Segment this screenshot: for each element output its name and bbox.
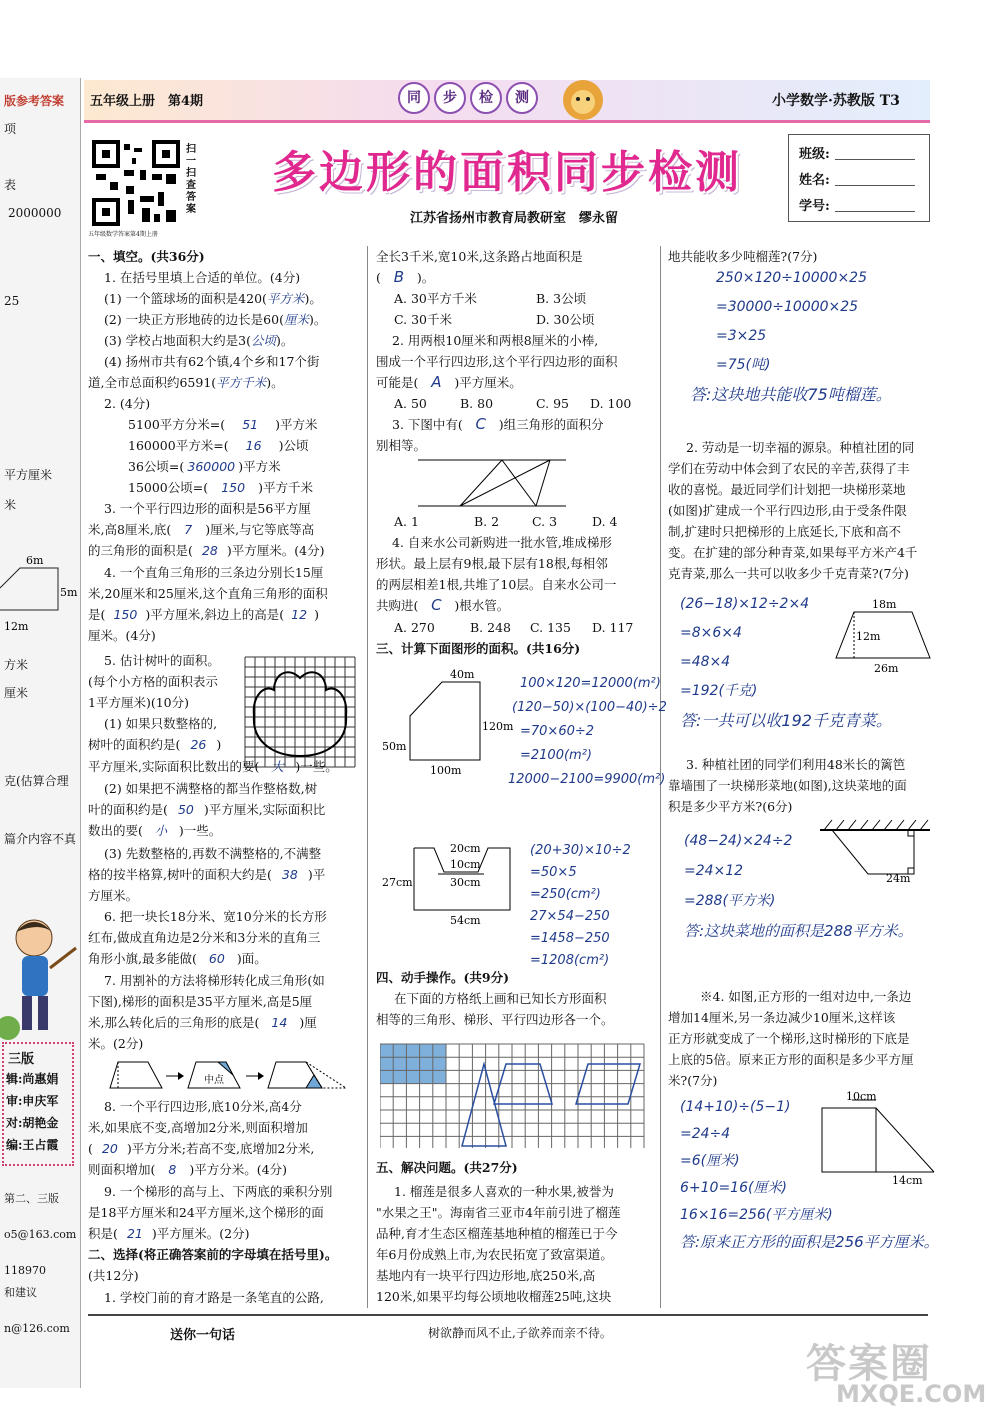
text: (1) 一个篮球场的面积是420( xyxy=(104,291,267,306)
text: 米,那么转化后的三角形的底是( xyxy=(88,1015,260,1030)
figure-label: 中点 xyxy=(204,1075,224,1086)
strip-email: n@126.com xyxy=(4,1322,70,1335)
question-text: 8. 一个平行四边形,底10分米,高4分 xyxy=(104,1099,302,1114)
handwritten-solution xyxy=(530,840,631,972)
hw-line: (26−18)×12÷2×4 xyxy=(680,596,810,612)
hw-line: =288(平方米) xyxy=(684,893,776,909)
question-text: 1. 学校门前的育才路是一条笔直的公路, xyxy=(104,1290,324,1305)
question-text: 相等的三角形、梯形、平行四边形各一个。 xyxy=(376,1012,614,1027)
question-text: (如图)扩建成一个平行四边形,由于受条件限 xyxy=(668,503,907,518)
question-text: 厘米。(4分) xyxy=(88,628,156,643)
boy-illustration xyxy=(0,908,78,1048)
fig-label: 30cm xyxy=(450,876,481,889)
text: )平方厘米。 xyxy=(454,375,522,390)
text: )。 xyxy=(304,291,322,306)
question-text: 4. 一个直角三角形的三条边分别长15厘 xyxy=(104,565,324,580)
text: )平方厘米。(2分) xyxy=(151,1226,250,1241)
rectangle-notch-figure xyxy=(380,838,520,926)
option: A. 50 xyxy=(394,396,427,411)
question-text xyxy=(376,267,434,288)
option: A. 30平方千米 xyxy=(394,291,477,306)
question-text: (1) 如果只数整格的, xyxy=(104,716,218,731)
fig-label: 54cm xyxy=(450,914,481,926)
editor-box-title: 三版 xyxy=(8,1052,35,1067)
question-text: 米,如果底不变,高增加2分米,则面积增加 xyxy=(88,1120,308,1135)
question-text xyxy=(88,604,319,625)
hw-line: =1208(cm²) xyxy=(530,953,610,968)
option: B. 80 xyxy=(460,396,494,411)
handwritten-answer: B xyxy=(393,268,405,286)
text: 可能是( xyxy=(376,375,419,390)
question-text: 4. 自来水公司新购进一批水管,堆成梯形 xyxy=(392,535,612,550)
fig-label: 26m xyxy=(874,662,899,675)
option: C. 3 xyxy=(532,514,558,529)
text: 格的按半格算,树叶的面积大约是( xyxy=(88,867,272,882)
question-text: 围成一个平行四边形,这个平行四边形的面积 xyxy=(376,354,618,369)
handwritten-answer: 公顷 xyxy=(251,333,277,348)
question-text: 的两层相差1根,共堆了10层。自来水公司一 xyxy=(376,577,617,592)
hw-line: =6(厘米) xyxy=(680,1153,740,1169)
strip-text: 项 xyxy=(4,122,17,136)
handwritten-answer: 20 xyxy=(101,1141,118,1156)
hw-line: =8×6×4 xyxy=(680,625,742,641)
issue-label: 五年级上册 第4期 xyxy=(90,94,204,109)
left-answer-strip xyxy=(0,78,81,1388)
question-text xyxy=(128,414,318,435)
text: )平方千米 xyxy=(258,480,314,495)
text: ) xyxy=(314,607,320,622)
text: )。 xyxy=(266,375,284,390)
text: 米,高8厘米,底( xyxy=(88,522,172,537)
handwritten-answer: 大 xyxy=(271,759,284,774)
editor-name: 对:胡艳金 xyxy=(6,1116,59,1130)
question-text xyxy=(88,820,221,841)
question-text: 方厘米。 xyxy=(88,888,139,903)
editor-name: 编:王占霞 xyxy=(6,1138,59,1152)
question-text: (4) 扬州市共有62个镇,4个乡和17个街 xyxy=(104,354,320,369)
text: 积是( xyxy=(88,1226,118,1241)
strip-text: 厘米 xyxy=(4,686,29,700)
hw-line: (14+10)÷(5−1) xyxy=(680,1099,791,1115)
question-text: 3. 种植社团的同学们利用48米长的篱笆 xyxy=(686,757,906,772)
fig-label: 14cm xyxy=(892,1174,923,1186)
leaf-grid-figure xyxy=(244,656,356,768)
handwritten-answer: 26 xyxy=(190,737,207,752)
handwritten-answer: 平方米 xyxy=(266,291,305,306)
text: )组三角形的面积分 xyxy=(498,417,604,432)
handwritten-answer: 28 xyxy=(201,543,218,558)
section-heading: 三、计算下面图形的面积。(共16分) xyxy=(376,641,581,656)
pentagon-area-figure xyxy=(380,664,516,780)
question-text xyxy=(392,414,604,435)
text: )厘 xyxy=(299,1015,317,1030)
strip-text: 米 xyxy=(4,498,17,512)
strip-text: 平方厘米 xyxy=(4,468,53,482)
strip-text: 篇介内容不真 xyxy=(4,832,77,846)
hw-line: =30000÷10000×25 xyxy=(716,299,859,315)
question-text xyxy=(104,330,293,351)
question-text: 上底的5倍。原来正方形的面积是多少平方厘 xyxy=(668,1052,914,1067)
hw-line: =2100(m²) xyxy=(520,748,592,763)
strip-phone: 118970 xyxy=(4,1264,46,1277)
text: ( xyxy=(376,270,381,285)
footer-left: 送你一句话 xyxy=(170,1328,236,1343)
text: 15000公顷=( xyxy=(128,480,209,495)
strip-fig-label: 6m xyxy=(26,554,44,567)
question-text: 米?(7分) xyxy=(668,1073,718,1088)
text: 平方厘米,实际面积比数出的要( xyxy=(88,759,260,774)
fig-label: 20cm xyxy=(450,842,481,855)
hw-line: (48−24)×24÷2 xyxy=(684,833,793,849)
question-text xyxy=(88,1159,287,1180)
question-text xyxy=(88,1223,249,1244)
qr-label: 扫一扫 查答案 xyxy=(186,144,206,215)
question-text: 变。在扩建的部分种青菜,如果每平方米产4千 xyxy=(668,545,918,560)
text: 36公顷=( xyxy=(128,459,185,474)
text: ( xyxy=(88,1141,93,1156)
section-heading: 四、动手操作。(共9分) xyxy=(376,970,510,985)
number-field[interactable] xyxy=(835,197,915,212)
hw-line: =75(吨) xyxy=(716,357,771,373)
text: 则面积增加( xyxy=(88,1162,156,1177)
question-text xyxy=(88,948,267,969)
handwritten-answer: 150 xyxy=(113,607,138,622)
text: )一些。 xyxy=(178,823,222,838)
fig-label: 40m xyxy=(450,668,475,681)
text: 是( xyxy=(88,607,106,622)
badge-row xyxy=(398,82,538,114)
question-text xyxy=(104,288,322,309)
question-text: 7. 用割补的方法将梯形转化成三角形(如 xyxy=(104,973,325,988)
handwritten-answer: 厘米 xyxy=(283,312,309,327)
text: 角形小旗,最多能做( xyxy=(88,951,197,966)
strip-text: 2000000 xyxy=(8,206,62,220)
handwritten-solution xyxy=(680,1094,939,1256)
editor-name: 审:申庆军 xyxy=(6,1094,59,1108)
class-label: 班级: xyxy=(799,147,830,162)
text: 叶的面积约是( xyxy=(88,802,168,817)
text: )平方分米。(4分) xyxy=(189,1162,287,1177)
text: )。 xyxy=(276,333,294,348)
strip-text: 表 xyxy=(4,178,17,192)
option: D. 4 xyxy=(592,514,618,529)
text: )平方米 xyxy=(238,459,281,474)
student-info-box xyxy=(788,134,930,222)
text: 的三角形的面积是( xyxy=(88,543,193,558)
text: (2) 一块正方形地砖的边长是60( xyxy=(104,312,284,327)
handwritten-answer: 51 xyxy=(242,417,259,432)
text: )平 xyxy=(307,867,326,882)
question-text: 正方形就变成了一个梯形,这时梯形的下底是 xyxy=(668,1031,910,1046)
question-text xyxy=(88,799,325,820)
editor-name: 辑:尚惠娟 xyxy=(6,1072,59,1086)
hw-line: 12000−2100=9900(m²) xyxy=(508,772,666,787)
text: )面。 xyxy=(236,951,267,966)
option: A. 1 xyxy=(394,514,419,529)
author-line: 江苏省扬州市教育局教研室 缪永留 xyxy=(410,211,619,226)
triangle-pairs-figure xyxy=(416,456,576,510)
text: 树叶的面积约是( xyxy=(88,737,181,752)
hw-line: =70×60÷2 xyxy=(520,724,595,739)
text: )根水管。 xyxy=(454,598,510,613)
question-text: (共12分) xyxy=(88,1268,139,1283)
handwritten-answer: 360000 xyxy=(187,459,236,474)
page-title: 多边形的面积同步检测 xyxy=(272,147,742,198)
grid-drawing-figure xyxy=(380,1042,650,1150)
hw-line: =24×12 xyxy=(684,863,744,879)
option: B. 248 xyxy=(470,620,511,635)
question-text xyxy=(88,864,325,885)
question-text xyxy=(128,477,313,498)
strip-text: 第二、三版 xyxy=(4,1192,59,1205)
handwritten-answer: 7 xyxy=(184,522,193,537)
handwritten-answer: 14 xyxy=(271,1015,288,1030)
question-text: (每个小方格的面积表示 xyxy=(88,674,218,689)
fig-label: 24m xyxy=(886,872,911,885)
hw-line: 答:这块菜地的面积是288平方米。 xyxy=(684,922,913,940)
strip-text: 25 xyxy=(4,294,20,308)
strip-trapezoid-figure xyxy=(0,548,80,638)
question-text: 2. 劳动是一切幸福的源泉。种植社团的同 xyxy=(686,440,915,455)
number-label: 学号: xyxy=(799,199,830,214)
handwritten-answer: 平方千米 xyxy=(216,375,267,390)
hw-line: (120−50)×(100−40)÷2 xyxy=(512,700,667,715)
option: C. 135 xyxy=(530,620,571,635)
footer-bar xyxy=(88,1314,928,1344)
text: )。 xyxy=(308,312,327,327)
badge-char: 测 xyxy=(506,82,538,114)
trapezoid-figure xyxy=(830,596,940,676)
option: D. 30公顷 xyxy=(536,312,595,327)
question-text xyxy=(376,372,522,393)
text: )。 xyxy=(416,270,435,285)
fig-label: 27cm xyxy=(382,876,413,889)
handwritten-answer: 150 xyxy=(221,480,246,495)
handwritten-answer: 38 xyxy=(281,867,298,882)
question-text xyxy=(88,1012,317,1033)
strip-text: 和建议 xyxy=(4,1286,37,1299)
text: )一些。 xyxy=(295,759,338,774)
badge-char: 步 xyxy=(434,82,466,114)
question-text: 基地内有一块平行四边形地,底250米,高 xyxy=(376,1268,596,1283)
question-text: 靠墙围了一块梯形菜地(如图),这块菜地的面 xyxy=(668,778,907,793)
name-label: 姓名: xyxy=(799,173,830,188)
question-text: 红布,做成直角边是2分米和3分米的直角三 xyxy=(88,930,321,945)
option: D. 117 xyxy=(592,620,634,635)
question-text: (3) 先数整格的,再数不满整格的,不满整 xyxy=(104,846,322,861)
question-text: 制,扩建时只把梯形的上底延长,下底和高不 xyxy=(668,524,901,539)
handwritten-answer: 21 xyxy=(126,1226,143,1241)
question-text xyxy=(128,456,281,477)
lion-mascot-icon xyxy=(560,76,606,122)
option: A. 270 xyxy=(394,620,435,635)
option: B. 2 xyxy=(474,514,500,529)
question-text xyxy=(88,540,324,561)
question-text: 学们在劳动中体会到了农民的辛苦,获得了丰 xyxy=(668,461,910,476)
question-text: 积是多少平方米?(6分) xyxy=(668,799,793,814)
option: B. 3公顷 xyxy=(536,291,587,306)
question-text: 年6月份成熟上市,为农民拓宽了致富渠道。 xyxy=(376,1247,613,1262)
text: 160000平方米=( xyxy=(128,438,229,453)
question-text xyxy=(88,734,221,755)
question-text xyxy=(88,756,338,777)
text: 5100平方分米=( xyxy=(128,417,226,432)
hw-line: =250(cm²) xyxy=(530,887,601,902)
question-text: 6. 把一块长18分米、宽10分米的长方形 xyxy=(104,909,327,924)
question-text: 2. (4分) xyxy=(104,396,151,411)
fig-label: 12m xyxy=(856,630,881,643)
text: )平方米 xyxy=(275,417,318,432)
handwritten-answer: 小 xyxy=(154,823,168,838)
question-text xyxy=(88,1138,314,1159)
handwritten-answer: 8 xyxy=(168,1162,177,1177)
editor-box xyxy=(2,1042,74,1166)
question-text xyxy=(88,519,314,540)
hw-line: =3×25 xyxy=(716,328,767,344)
question-text: 1平方厘米)(10分) xyxy=(88,695,189,710)
qr-code[interactable] xyxy=(92,140,180,226)
hw-line: 答:这块地共能收75吨榴莲。 xyxy=(690,385,892,404)
strip-text: 方米 xyxy=(4,658,29,672)
class-field[interactable] xyxy=(835,145,915,160)
question-text: 是18平方厘米和24平方厘米,这个梯形的面 xyxy=(88,1205,324,1220)
text: )厘米,与它等底等高 xyxy=(205,522,315,537)
question-text: 全长3千米,宽10米,这条路占地面积是 xyxy=(376,249,583,264)
strip-text: 克(估算合理 xyxy=(4,774,69,788)
question-text: 别相等。 xyxy=(376,438,427,453)
hw-line: 答:一共可以收192千克青菜。 xyxy=(680,711,892,730)
text: ) xyxy=(216,737,222,752)
watermark-logo: 答案圈 xyxy=(806,1341,932,1387)
handwritten-answer: 60 xyxy=(208,951,225,966)
text: 3. 下图中有( xyxy=(392,417,463,432)
text: 共购进( xyxy=(376,598,419,613)
text: )平方厘米,斜边上的高是( xyxy=(145,607,285,622)
fig-label: 10cm xyxy=(846,1090,877,1103)
handwritten-solution xyxy=(508,672,667,792)
question-text: "水果之王"。海南省三亚市4年前引进了榴莲 xyxy=(376,1205,621,1220)
badge-char: 检 xyxy=(470,82,502,114)
handwritten-solution xyxy=(690,264,892,409)
hw-line: 6+10=16(厘米) xyxy=(680,1180,787,1196)
fig-label: 50m xyxy=(382,740,407,753)
handwritten-answer: 50 xyxy=(177,802,194,817)
handwritten-answer: C xyxy=(475,415,487,433)
handwritten-answer: A xyxy=(431,373,442,391)
strip-fig-label: 12m xyxy=(4,620,29,633)
name-field[interactable] xyxy=(835,171,915,186)
option: C. 95 xyxy=(536,396,569,411)
strip-email: o5@163.com xyxy=(4,1228,77,1241)
text: )平方厘米。(4分) xyxy=(226,543,325,558)
hw-line: (20+30)×10÷2 xyxy=(530,843,631,858)
question-text: 克青菜,那么一共可以收多少千克青菜?(7分) xyxy=(668,566,909,581)
question-text: 形状。最上层有9根,最下层有18根,每相邻 xyxy=(376,556,608,571)
question-text: 2. 用两根10厘米和两根8厘米的小棒, xyxy=(392,333,599,348)
question-text: 1. 榴莲是很多人喜欢的一种水果,被誉为 xyxy=(394,1184,614,1199)
subject-label: 小学数学·苏教版 T3 xyxy=(772,93,900,109)
question-text xyxy=(376,595,509,616)
question-text xyxy=(88,372,284,393)
question-text: 增加14厘米,另一条边减少10厘米,这样该 xyxy=(668,1010,896,1025)
question-text: 3. 一个平行四边形的面积是56平方厘 xyxy=(104,501,311,516)
text: (3) 学校占地面积大约是3( xyxy=(104,333,252,348)
trapezoid-transform-figure xyxy=(96,1056,352,1096)
text: )平方分米;若高不变,底增加2分米, xyxy=(126,1141,315,1156)
text: 数出的要( xyxy=(88,823,143,838)
hw-line: =192(千克) xyxy=(680,683,758,699)
footer-quote: 树欲静而风不止,子欲养而亲不待。 xyxy=(428,1326,612,1340)
qr-caption: 五年级数学答案第4期上册 xyxy=(88,231,158,238)
handwritten-answer: 12 xyxy=(291,607,308,622)
section-heading: 五、解决问题。(共27分) xyxy=(376,1160,518,1175)
hw-line: 100×120=12000(m²) xyxy=(520,676,661,691)
hw-line: =24÷4 xyxy=(680,1126,731,1142)
question-text: 9. 一个梯形的高与上、下两底的乘积分别 xyxy=(104,1184,333,1199)
hw-line: =1458−250 xyxy=(530,931,610,946)
hw-line: 250×120÷10000×25 xyxy=(716,270,867,286)
question-text: 米,20厘米和25厘米,这个直角三角形的面积 xyxy=(88,586,328,601)
handwritten-answer: C xyxy=(431,596,442,614)
handwritten-solution xyxy=(684,826,913,946)
question-text: 5. 估计树叶的面积。 xyxy=(104,653,220,668)
section-heading: 一、填空。(共36分) xyxy=(88,249,205,264)
question-text: 米。(2分) xyxy=(88,1036,144,1051)
handwritten-answer: 16 xyxy=(245,438,262,453)
strip-heading: 版参考答案 xyxy=(4,94,65,108)
hw-line: =50×5 xyxy=(530,865,577,880)
hw-line: 27×54−250 xyxy=(530,909,610,924)
hw-line: 16×16=256(平方厘米) xyxy=(680,1207,833,1223)
fig-label: 120m xyxy=(482,720,514,733)
question-text xyxy=(104,309,326,330)
option: D. 100 xyxy=(590,396,632,411)
hw-line: =48×4 xyxy=(680,654,731,670)
question-text: (2) 如果把不满整格的都当作整格数,树 xyxy=(104,781,318,796)
question-text: 120米,如果平均每公顷地收榴莲25吨,这块 xyxy=(376,1289,612,1304)
question-text: 地共能收多少吨榴莲?(7分) xyxy=(668,249,818,264)
question-text: ※4. 如图,正方形的一组对边中,一条边 xyxy=(700,989,912,1004)
text: )公顷 xyxy=(278,438,309,453)
question-text: 收的喜悦。最近同学们计划把一块梯形菜地 xyxy=(668,482,906,497)
fig-label: 100m xyxy=(430,764,462,777)
question-text xyxy=(128,435,308,456)
question-text: 品种,育才生态区榴莲基地种植的榴莲已于今 xyxy=(376,1226,618,1241)
fig-label: 10cm xyxy=(450,858,481,871)
question-text: 在下面的方格纸上画和已知长方形面积 xyxy=(394,991,607,1006)
hw-line: 答:原来正方形的面积是256平方厘米。 xyxy=(680,1233,939,1251)
strip-fig-label: 5m xyxy=(60,586,78,599)
section-heading: 二、选择(将正确答案前的字母填在括号里)。 xyxy=(88,1247,338,1262)
text: )平方厘米,实际面积比 xyxy=(203,802,326,817)
option: C. 30千米 xyxy=(394,312,452,327)
column-divider xyxy=(367,246,368,1308)
question-text: 1. 在括号里填上合适的单位。(4分) xyxy=(104,270,301,285)
badge-char: 同 xyxy=(398,82,430,114)
question-text: 下图),梯形的面积是35平方厘米,高是5厘 xyxy=(88,994,313,1009)
text: 道,全市总面积约6591( xyxy=(88,375,217,390)
watermark-url: MXQE.COM xyxy=(836,1380,987,1408)
fig-label: 18m xyxy=(872,598,897,611)
